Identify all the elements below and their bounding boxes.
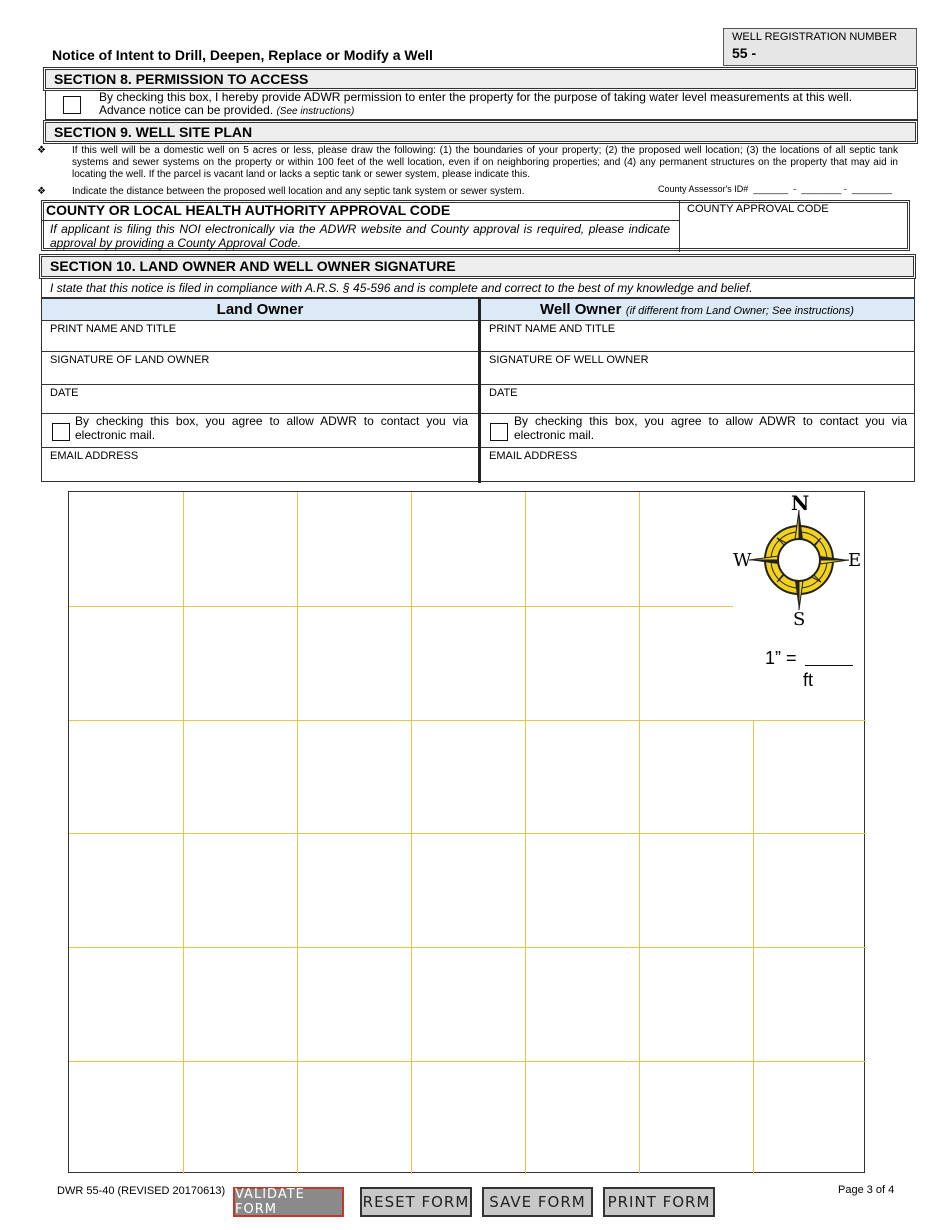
access-permission-checkbox[interactable] — [63, 96, 81, 114]
well-registration-label: WELL REGISTRATION NUMBER — [732, 31, 898, 43]
access-permission-note: (See instructions) — [276, 106, 355, 117]
well-owner-email-consent — [481, 413, 914, 448]
form-id: DWR 55-40 (REVISED 20170613) — [57, 1185, 226, 1197]
reset-form-button[interactable]: RESET FORM — [360, 1187, 472, 1217]
section-8-body — [45, 90, 918, 120]
compliance-statement: I state that this notice is filed in compliance with A.R.S. § 45-596 and is complete and correct to the best of my knowledge and belief. — [50, 281, 753, 295]
county-approval-code-label: COUNTY APPROVAL CODE — [687, 203, 829, 215]
land-owner-email-field[interactable] — [42, 447, 478, 482]
county-approval-instructions: If applicant is filing this NOI electronically via the ADWR website and County approval is required, please indicate approval by providing a County Approval Code. — [50, 222, 670, 250]
land-owner-email-consent — [42, 413, 478, 448]
well-owner-email-field[interactable] — [481, 447, 914, 482]
section-9-header — [45, 122, 916, 142]
section-10-title: SECTION 10. LAND OWNER AND WELL OWNER SIGNATURE — [50, 258, 456, 274]
land-owner-email-consent-text: By checking this box, you agree to allow ADWR to contact you via electronic mail. — [75, 414, 468, 442]
owner-signature-table — [41, 298, 915, 482]
land-owner-date-label: DATE — [50, 387, 79, 399]
divider — [42, 220, 679, 221]
scale-unit: ft — [803, 670, 814, 690]
well-owner-email-consent-text: By checking this box, you agree to allow ADWR to contact you via electronic mail. — [514, 414, 907, 442]
bullet-1-icon: ❖ — [37, 145, 46, 156]
grid-line — [69, 1061, 866, 1062]
compass-south-label: S — [793, 609, 806, 630]
well-owner-email-consent-checkbox[interactable] — [490, 423, 508, 441]
land-owner-signature-label: SIGNATURE OF LAND OWNER — [50, 354, 210, 366]
county-approval-title: COUNTY OR LOCAL HEALTH AUTHORITY APPROVAL CODE — [46, 202, 451, 218]
well-owner-signature-label: SIGNATURE OF WELL OWNER — [489, 354, 649, 366]
section-9-title: SECTION 9. WELL SITE PLAN — [54, 124, 253, 140]
well-owner-heading — [480, 299, 914, 321]
section-8-title: SECTION 8. PERMISSION TO ACCESS — [54, 71, 309, 87]
form-title: Notice of Intent to Drill, Deepen, Replace or Modify a Well — [52, 47, 433, 63]
compass-north-label: N — [791, 491, 810, 515]
access-permission-statement: By checking this box, I hereby provide ADWR permission to enter the property for the purpose of taking water level measurements at this well. Advance notice can be provided. — [99, 90, 853, 117]
well-owner-date-label: DATE — [489, 387, 518, 399]
site-plan-drawing-area[interactable] — [68, 491, 865, 1173]
scale-input[interactable] — [805, 665, 853, 666]
well-owner-heading-text: Well Owner — [540, 301, 622, 318]
land-owner-date-field[interactable] — [42, 384, 478, 414]
land-owner-print-name-label: PRINT NAME AND TITLE — [50, 323, 177, 335]
section-8-header — [45, 69, 916, 89]
well-owner-signature-field[interactable] — [481, 351, 914, 385]
bullet-2-icon: ❖ — [37, 186, 46, 197]
compliance-statement-box — [41, 278, 915, 298]
well-owner-heading-note: (if different from Land Owner; See instructions) — [625, 305, 854, 317]
well-registration-number[interactable]: 55 - — [732, 45, 757, 61]
print-form-button[interactable]: PRINT FORM — [603, 1187, 715, 1217]
validate-form-button[interactable]: VALIDATE FORM — [233, 1187, 344, 1217]
compass-west-label: W — [733, 550, 752, 571]
access-permission-text — [99, 91, 879, 118]
land-owner-heading: Land Owner — [42, 299, 478, 321]
save-form-button[interactable]: SAVE FORM — [482, 1187, 593, 1217]
compass-rose — [733, 492, 863, 632]
grid-line — [69, 606, 840, 607]
land-owner-email-label: EMAIL ADDRESS — [50, 450, 139, 462]
well-owner-print-name-label: PRINT NAME AND TITLE — [489, 323, 616, 335]
land-owner-email-consent-checkbox[interactable] — [52, 423, 70, 441]
compass-east-label: E — [848, 550, 862, 571]
section-10-header — [41, 256, 914, 277]
land-owner-print-name-field[interactable] — [42, 320, 478, 352]
site-plan-instructions: If this well will be a domestic well on 5 acres or less, please draw the following: (1) the boundaries of your property; (2) the proposed well location; (3) the locations of all septic tank systems and sewer systems on the property or within 100 feet of the well location, even if on neighboring properties; and (4) any permanent structures on the property that may aid in locating the well. If the parcel is vacant land or lacks a septic tank or sewer system, please indicate this. — [72, 145, 898, 180]
scale-prefix: 1” = — [765, 648, 797, 668]
county-approval-box — [41, 200, 910, 251]
well-owner-email-label: EMAIL ADDRESS — [489, 450, 578, 462]
grid-line — [69, 833, 866, 834]
well-owner-date-field[interactable] — [481, 384, 914, 414]
grid-line — [69, 947, 866, 948]
distance-instruction: Indicate the distance between the proposed well location and any septic tank system or sewer system. — [72, 186, 525, 197]
land-owner-signature-field[interactable] — [42, 351, 478, 385]
county-approval-code-input[interactable] — [682, 219, 908, 247]
well-registration-box — [723, 28, 917, 66]
well-owner-print-name-field[interactable] — [481, 320, 914, 352]
county-assessor-id[interactable]: County Assessor's ID# _______ - ________ - ________ — [658, 184, 892, 194]
divider — [679, 201, 680, 252]
page-number: Page 3 of 4 — [838, 1184, 895, 1196]
grid-line — [69, 720, 866, 721]
